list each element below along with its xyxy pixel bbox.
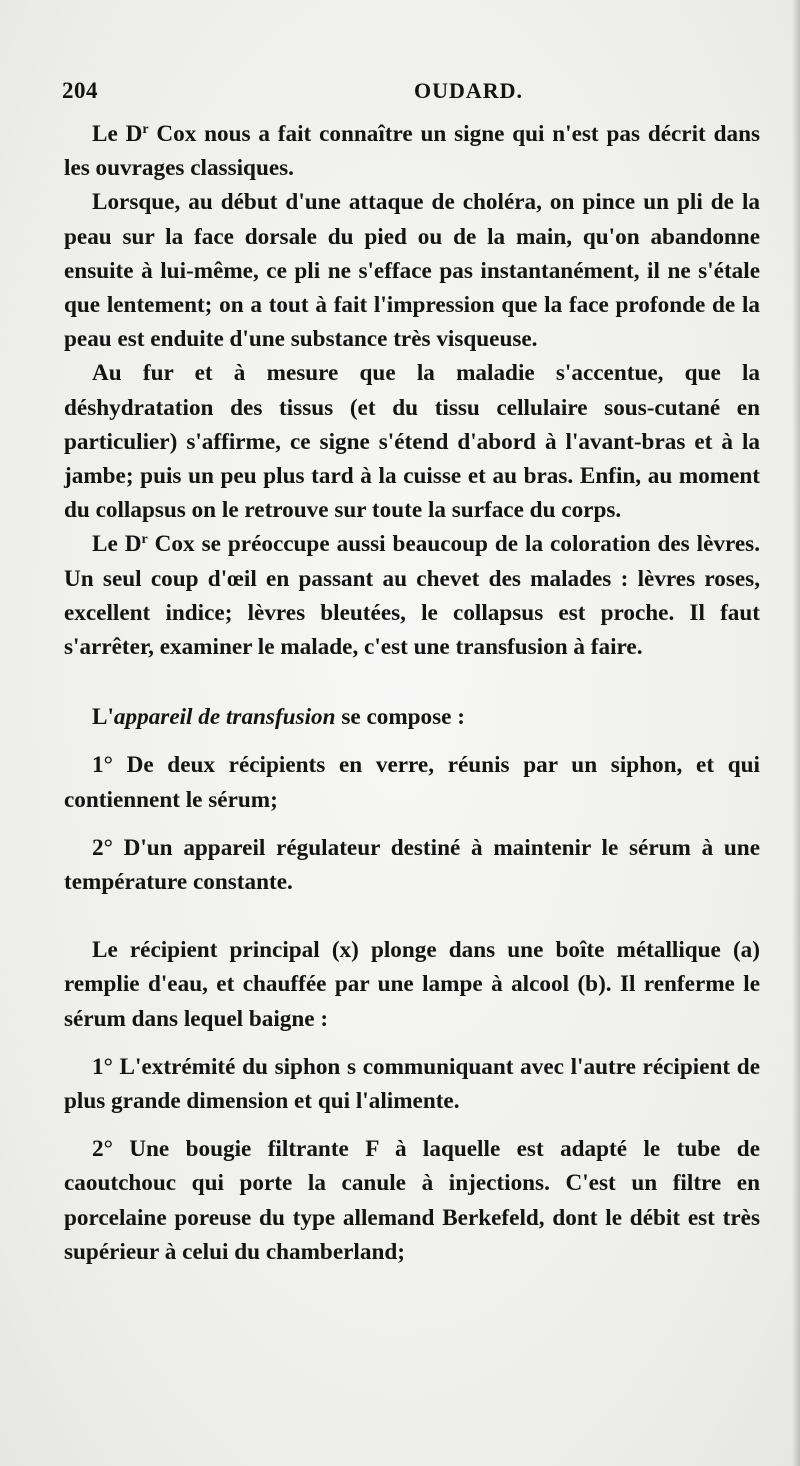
paragraph-2: Lorsque, au début d'une attaque de choléra, on pince un pli de la peau sur la face dorsale du pied ou de la main, qu'on abandonne ensuite à lui-même, ce pli ne s'efface pas instantanément, il ne s'étale que lentement; on a tout à fait l'impression que la face profonde de la peau est enduite d'une substance très visqueuse. xyxy=(64,189,760,353)
paragraph-4: Le $D^r$ Cox se préoccupe aussi beaucoup de la coloration des lèvres. Un seul coup d'œil en passant au chevet des malades : lèvres roses, excellent indice; lèvres bleutées, le collapsus est proche. Il faut s'arrêter, examiner le malade, c'est une transfusion à faire. xyxy=(64,531,760,661)
page-header xyxy=(62,78,762,114)
paragraph-6: 1° De deux récipients en verre, réunis par un siphon, et qui contiennent le sérum; xyxy=(64,752,760,813)
paragraph-8: Le récipient principal (x) plonge dans une boîte métallique (a) remplie d'eau, et chauffée par une lampe à alcool (b). Il renferme le sérum dans lequel baigne : xyxy=(64,937,760,1032)
paragraph-3: Au fur et à mesure que la maladie s'accentue, que la déshydratation des tissus (et du tissu cellulaire sous-cutané en particulier) s'affirme, ce signe s'étend d'abord à l'avant-bras et à la jambe; puis un peu plus tard à la cuisse et au bras. Enfin, au moment du collapsus on le retrouve sur toute la surface du corps. xyxy=(64,360,760,524)
paragraph-10: 2° Une bougie filtrante F à laquelle est adapté le tube de caoutchouc qui porte la canule à injections. C'est un filtre en porcelaine poreuse du type allemand Berkefeld, dont le débit est très supérieur à celui du chamberland; xyxy=(64,1136,760,1265)
paragraph-5: L'appareil de transfusion se compose : xyxy=(92,704,465,731)
paragraph-7: 2° D'un appareil régulateur destiné à maintenir le sérum à une température constante. xyxy=(64,834,760,896)
page-number: 204 xyxy=(62,78,98,103)
paragraph-1: Le $D^r$ Cox nous a fait connaître un signe qui n'est pas décrit dans les ouvrages classiques. xyxy=(64,121,760,182)
running-head: OUDARD. xyxy=(414,78,524,103)
paragraph-9: 1° L'extrémité du siphon s communiquant avec l'autre récipient de plus grande dimension et qui l'alimente. xyxy=(64,1053,760,1115)
body-text xyxy=(64,117,760,1269)
page-edge-shadow xyxy=(792,0,800,1466)
